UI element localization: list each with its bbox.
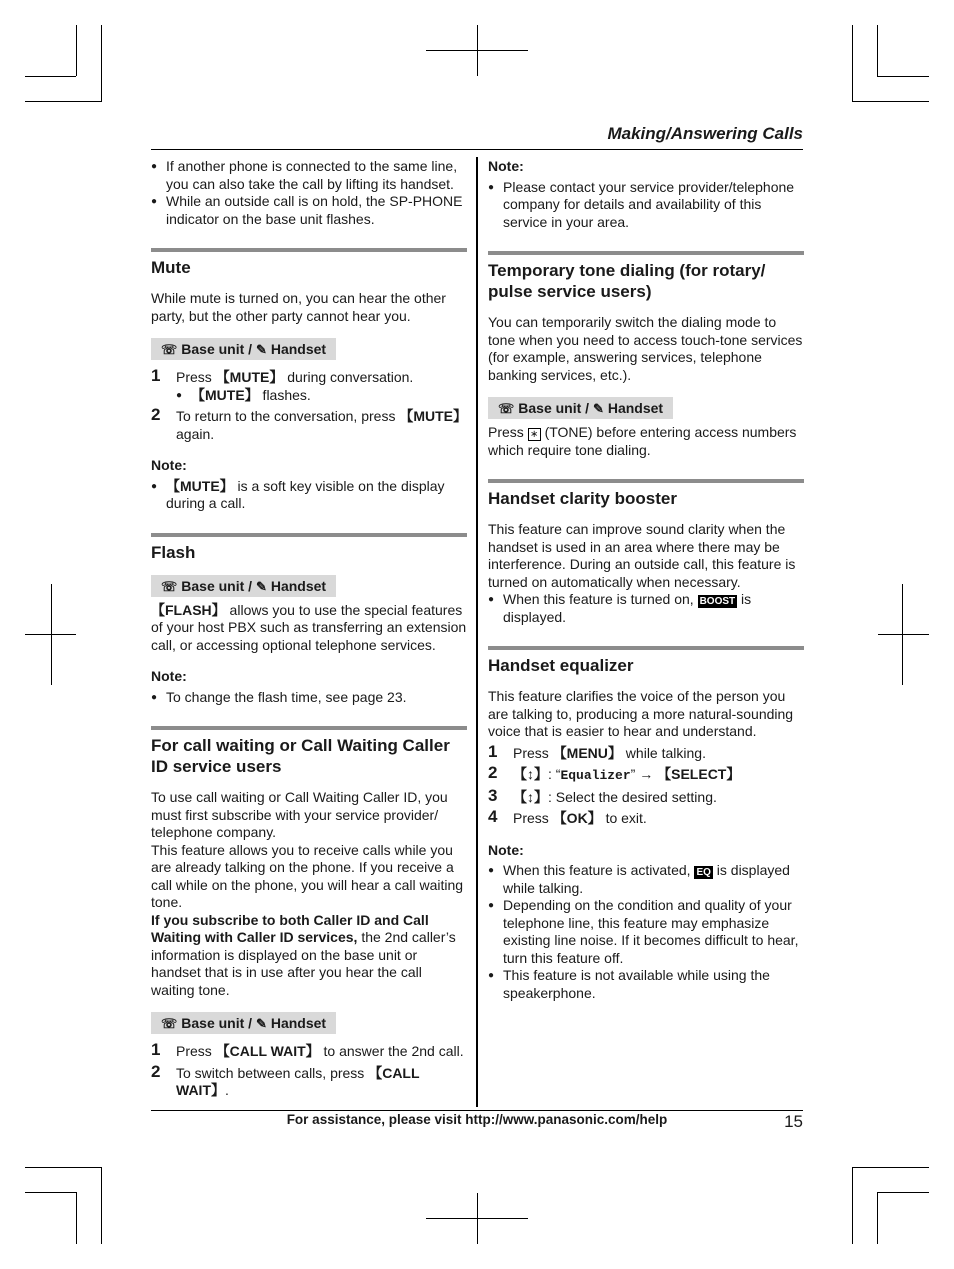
- bullet-item: ● To change the flash time, see page 23.: [151, 689, 467, 707]
- bullet-item: ● 【MUTE】 flashes.: [176, 387, 467, 405]
- note-label: Note:: [151, 457, 187, 473]
- handset-icon: ✎: [255, 342, 267, 357]
- header-rule: [151, 149, 803, 150]
- handset-icon: ✎: [255, 1016, 267, 1031]
- section-title: Flash: [151, 542, 196, 562]
- section-title: For call waiting or Call Waiting Caller ID service users: [151, 736, 450, 776]
- paragraph: To use call waiting or Call Waiting Caller ID, you must first subscribe with your service provider/ telephone company.: [151, 789, 448, 840]
- left-column: [151, 158, 467, 1100]
- section-clarity-booster: [488, 479, 804, 626]
- step: 3 【↕】: Select the desired setting.: [488, 785, 717, 805]
- section-tone-dialing: [488, 251, 804, 459]
- bullet-item: ● Please contact your service provider/telephone company for details and availability of this service in your area.: [488, 179, 804, 232]
- handset-icon: ✎: [255, 578, 267, 594]
- eq-icon: EQ: [696, 867, 711, 878]
- bullet-item: ● While an outside call is on hold, the SP-PHONE indicator on the base unit flashes.: [151, 193, 467, 228]
- mode-badge: ☏ Base unit / ✎ Handset: [151, 575, 336, 597]
- step: 2 To switch between calls, press 【CALL WAIT】.: [151, 1061, 420, 1098]
- base-unit-icon: ☏: [161, 578, 178, 594]
- bullet-item: ● If another phone is connected to the same line, you can also take the call by lifting its handset.: [151, 158, 467, 193]
- section-title: Handset equalizer: [488, 656, 634, 675]
- paragraph: You can temporarily switch the dialing mode to tone when you need to access touch-tone services (for example, answering services, telephone banking services, etc.).: [488, 314, 803, 383]
- step: 2 【↕】: “Equalizer” → 【SELECT】: [488, 763, 741, 783]
- bullet-item: ● 【MUTE】 is a soft key visible on the display during a call.: [151, 478, 467, 513]
- step: 2 To return to the conversation, press 【MUTE】 again.: [151, 405, 468, 442]
- base-unit-icon: ☏: [161, 342, 178, 357]
- step: 4 Press 【OK】 to exit.: [488, 807, 647, 826]
- right-column: [488, 158, 804, 1002]
- paragraph: This feature clarifies the voice of the person you are talking to, producing a more natural-sounding voice that is easier to hear and understand.: [488, 688, 794, 739]
- paragraph: Press ∗ (TONE) before entering access numbers which require tone dialing.: [488, 424, 797, 458]
- footer-help-text: For assistance, please visit http://www.panasonic.com/help: [286, 1112, 668, 1127]
- step: 1 Press 【CALL WAIT】 to answer the 2nd call.: [151, 1040, 464, 1059]
- section-title: Temporary tone dialing (for rotary/ pulse service users): [488, 261, 766, 301]
- step: 1 Press 【MUTE】 during conversation. ● 【MUTE】 flashes.: [151, 369, 467, 404]
- paragraph: If you subscribe to both Caller ID and Call Waiting with Caller ID services, the 2nd caller’s information is displayed on the base unit or handset that is in use after you hear the call waiting tone.: [151, 911, 456, 998]
- handset-icon: ✎: [592, 401, 604, 416]
- section-title: Mute: [151, 258, 191, 277]
- paragraph: 【FLASH】 allows you to use the special features of your host PBX such as transferring an extension call, or accessing optional telephone services.: [151, 601, 467, 653]
- mode-badge: ☏ Base unit / ✎ Handset: [151, 1012, 336, 1034]
- section-call-waiting: [151, 726, 467, 1100]
- base-unit-icon: ☏: [161, 1016, 178, 1031]
- mode-badge: ☏ Base unit / ✎ Handset: [151, 338, 336, 360]
- page-number: 15: [784, 1112, 803, 1131]
- paragraph: This feature can improve sound clarity when the handset is used in an area where there may be interference. During an outside call, this feature is turned on automatically when necessary.: [488, 521, 796, 590]
- step: 1 Press 【MENU】 while talking.: [488, 741, 706, 761]
- paragraph: While mute is turned on, you can hear the other party, but the other party cannot hear you.: [151, 290, 446, 324]
- column-divider: [476, 157, 478, 1107]
- note-label: Note:: [488, 841, 524, 858]
- footer-rule: [151, 1110, 803, 1111]
- bullet-item: ● This feature is not available while using the speakerphone.: [488, 967, 804, 1002]
- note-label: Note:: [488, 158, 524, 174]
- bullet-item: ● When this feature is turned on, BOOST is displayed.: [488, 591, 804, 626]
- note-label: Note:: [151, 668, 187, 684]
- page-header-title: Making/Answering Calls: [607, 124, 803, 143]
- section-equalizer: [488, 646, 804, 1002]
- bullet-item: ● When this feature is activated, EQ is displayed while talking.: [488, 862, 804, 897]
- tone-key-icon: ∗: [528, 428, 541, 441]
- section-mute: [151, 248, 467, 513]
- bullet-item: ● Depending on the condition and quality of your telephone line, this feature may emphasize existing line noise. If it becomes difficult to hear, turn this feature off.: [488, 897, 804, 967]
- mode-badge: ☏ Base unit / ✎ Handset: [488, 397, 673, 419]
- base-unit-icon: ☏: [498, 401, 515, 416]
- boost-icon: BOOST: [699, 596, 736, 607]
- section-flash: [151, 533, 467, 707]
- paragraph: This feature allows you to receive calls while you are already talking on the phone. If you receive a call while on the phone, you will hear a call waiting tone.: [151, 841, 464, 910]
- section-title: Handset clarity booster: [488, 489, 677, 508]
